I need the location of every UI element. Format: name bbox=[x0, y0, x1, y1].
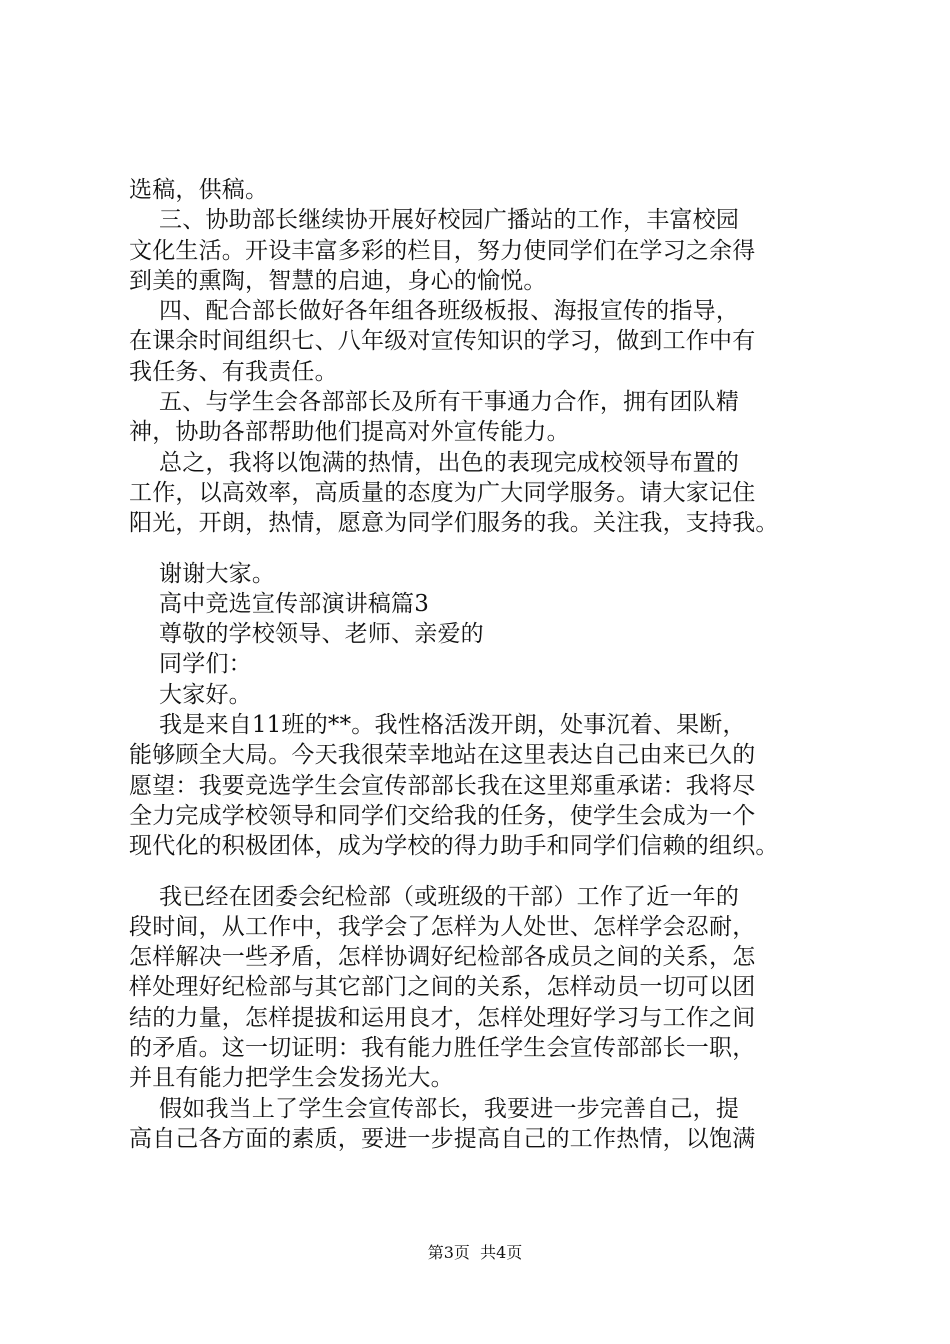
salutation: 尊敬的学校领导、老师、亲爱的 bbox=[129, 621, 484, 648]
text-line: 阳光，开朗，热情，愿意为同学们服务的我。关注我，支持我。 bbox=[129, 510, 779, 537]
text-line: 四、配合部长做好各年组各班级板报、海报宣传的指导， bbox=[129, 298, 740, 325]
text-line: 假如我当上了学生会宣传部长，我要进一步完善自己，提 bbox=[129, 1095, 740, 1122]
text-line: 高自己各方面的素质，要进一步提高自己的工作热情，以饱满 bbox=[129, 1125, 756, 1152]
paragraph-gap bbox=[129, 539, 834, 559]
page-number-footer: 第3页 共4页 bbox=[427, 1243, 523, 1262]
text-line: 并且有能力把学生会发扬光大。 bbox=[129, 1065, 454, 1092]
document-body bbox=[129, 175, 834, 1154]
section-title: 高中竞选宣传部演讲稿篇3 bbox=[129, 590, 430, 617]
text-line: 到美的熏陶，智慧的启迪，身心的愉悦。 bbox=[129, 267, 547, 294]
paragraph-block-1 bbox=[129, 175, 834, 539]
paragraph-gap bbox=[129, 862, 834, 882]
text-line: 三、协助部长继续协开展好校园广播站的工作，丰富校园 bbox=[129, 207, 740, 234]
text-line: 怎样解决一些矛盾，怎样协调好纪检部各成员之间的关系，怎 bbox=[129, 944, 756, 971]
text-line: 全力完成学校领导和同学们交给我的任务，使学生会成为一个 bbox=[129, 802, 756, 829]
text-line: 能够顾全大局。今天我很荣幸地站在这里表达自己由来已久的 bbox=[129, 742, 756, 769]
text-line: 结的力量，怎样提拔和运用良才，怎样处理好学习与工作之间 bbox=[129, 1004, 756, 1031]
paragraph-block-3 bbox=[129, 882, 834, 1155]
text-line: 的矛盾。这一切证明：我有能力胜任学生会宣传部部长一职， bbox=[129, 1035, 756, 1062]
text-line: 五、与学生会各部部长及所有干事通力合作，拥有团队精 bbox=[129, 389, 740, 416]
salutation: 同学们： bbox=[129, 651, 252, 678]
greeting: 大家好。 bbox=[129, 681, 252, 708]
text-line: 我已经在团委会纪检部（或班级的干部）工作了近一年的 bbox=[129, 883, 740, 910]
text-line: 总之，我将以饱满的热情，出色的表现完成校领导布置的 bbox=[129, 449, 740, 476]
text-line: 在课余时间组织七、八年级对宣传知识的学习，做到工作中有 bbox=[129, 328, 756, 355]
paragraph-block-2 bbox=[129, 559, 834, 862]
text-line: 现代化的积极团体，成为学校的得力助手和同学们信赖的组织。 bbox=[129, 833, 779, 860]
text-line: 谢谢大家。 bbox=[129, 560, 276, 587]
text-line: 愿望：我要竞选学生会宣传部部长我在这里郑重承诺：我将尽 bbox=[129, 772, 756, 799]
text-line: 文化生活。开设丰富多彩的栏目，努力使同学们在学习之余得 bbox=[129, 237, 756, 264]
text-line: 我任务、有我责任。 bbox=[129, 358, 338, 385]
text-line: 选稿，供稿。 bbox=[129, 177, 269, 203]
text-line: 样处理好纪检部与其它部门之间的关系，怎样动员一切可以团 bbox=[129, 974, 756, 1001]
text-line: 工作，以高效率，高质量的态度为广大同学服务。请大家记住 bbox=[129, 479, 756, 506]
text-line: 神，协助各部帮助他们提高对外宣传能力。 bbox=[129, 419, 570, 446]
text-line: 我是来自11班的**。我性格活泼开朗，处事沉着、果断， bbox=[129, 712, 746, 739]
text-line: 段时间，从工作中，我学会了怎样为人处世、怎样学会忍耐， bbox=[129, 913, 756, 940]
